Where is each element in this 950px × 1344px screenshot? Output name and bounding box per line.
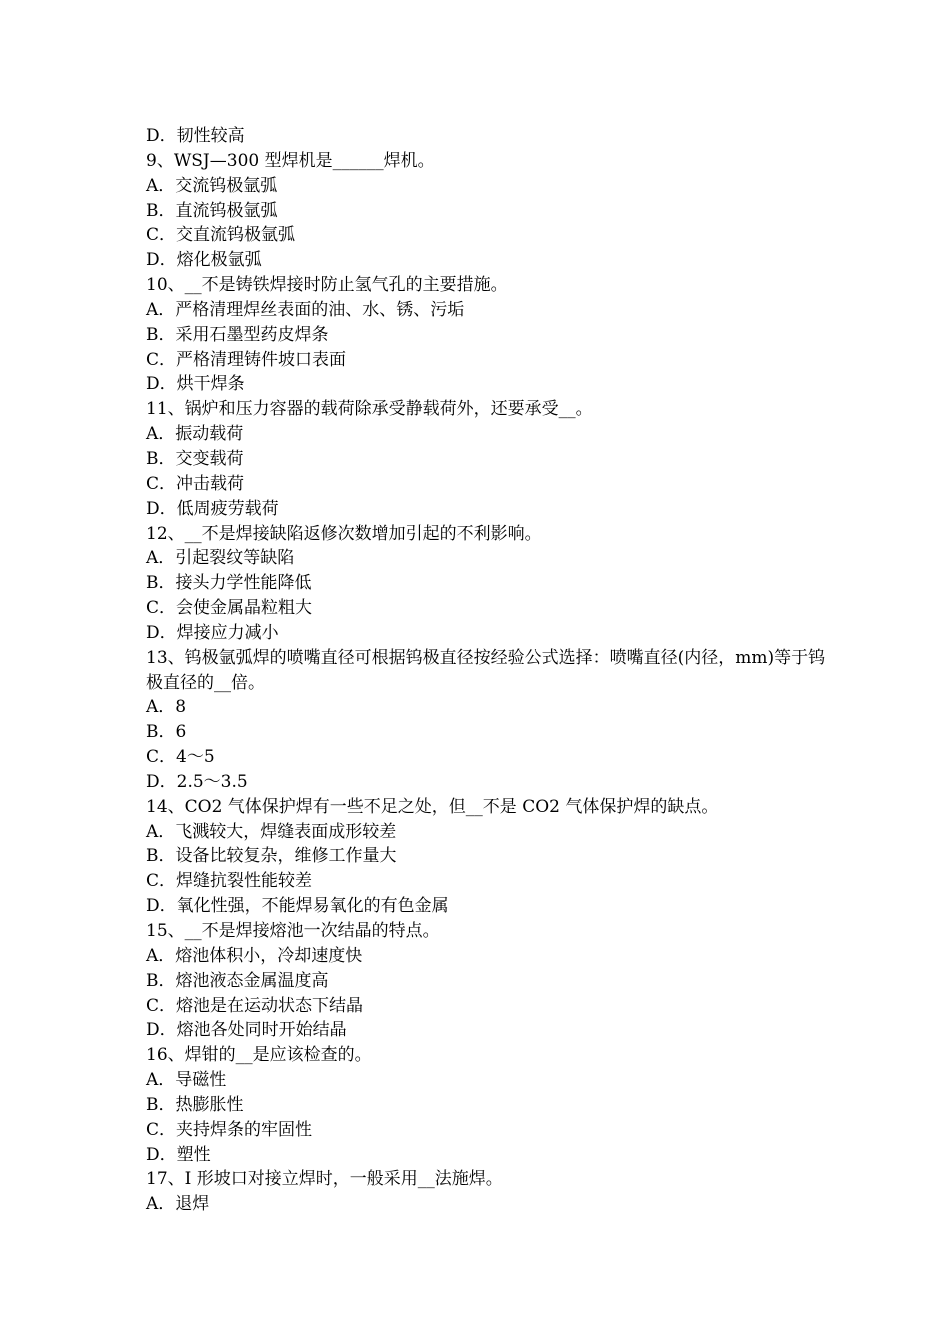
option-line: D．焊接应力减小	[146, 622, 279, 643]
question-line: 12、__不是焊接缺陷返修次数增加引起的不利影响。	[146, 523, 542, 544]
question-line: 15、__不是焊接熔池一次结晶的特点。	[146, 921, 440, 941]
question-line: 16、焊钳的__是应该检查的。	[146, 1045, 372, 1066]
question-line: 11、锅炉和压力容器的载荷除承受静载荷外，还要承受__。	[146, 399, 593, 420]
option-line: D．低周疲劳载荷	[146, 498, 279, 519]
option-line: B．接头力学性能降低	[146, 573, 312, 594]
option-line: A．退焊	[146, 1194, 210, 1215]
option-line: A．严格清理焊丝表面的油、水、锈、污垢	[146, 299, 465, 320]
option-line: A．引起裂纹等缺陷	[146, 548, 295, 569]
option-line: D．烘干焊条	[146, 374, 245, 395]
option-line: B．采用石墨型药皮焊条	[146, 324, 329, 345]
option-line: D．氧化性强，不能焊易氧化的有色金属	[146, 896, 449, 917]
option-line: B．直流钨极氩弧	[146, 200, 278, 221]
option-line: C．会使金属晶粒粗大	[146, 598, 313, 619]
option-line: D．2.5～3.5	[146, 771, 248, 792]
option-line: B．6	[146, 722, 187, 743]
option-line: C．4～5	[146, 747, 215, 768]
question-line: 9、WSJ—300 型焊机是______焊机。	[146, 150, 435, 171]
question-line: 13、钨极氩弧焊的喷嘴直径可根据钨极直径按经验公式选择：喷嘴直径(内径，mm)等于钨极直径的__倍。	[146, 647, 826, 693]
option-line: C．严格清理铸件坡口表面	[146, 349, 347, 370]
option-line: C．夹持焊条的牢固性	[146, 1119, 313, 1140]
option-line: C．熔池是在运动状态下结晶	[146, 995, 364, 1016]
option-line: A．交流钨极氩弧	[146, 175, 278, 196]
option-line: B．热膨胀性	[146, 1094, 244, 1115]
question-line: 10、__不是铸铁焊接时防止氢气孔的主要措施。	[146, 275, 508, 296]
option-line: B．交变载荷	[146, 448, 244, 469]
option-line: A．振动载荷	[146, 424, 244, 445]
option-line: D．熔池各处同时开始结晶	[146, 1020, 347, 1041]
question-line: 17、I 形坡口对接立焊时，一般采用__法施焊。	[146, 1169, 503, 1190]
option-line: C．焊缝抗裂性能较差	[146, 871, 313, 892]
question-list	[146, 124, 836, 1217]
option-line: A．熔池体积小，冷却速度快	[146, 945, 363, 966]
option-line: D．熔化极氩弧	[146, 250, 262, 271]
option-line: A．导磁性	[146, 1070, 227, 1091]
option-line: A．飞溅较大，焊缝表面成形较差	[146, 821, 397, 842]
question-line: 14、CO2 气体保护焊有一些不足之处，但__不是 CO2 气体保护焊的缺点。	[146, 796, 719, 817]
option-line: B．熔池液态金属温度高	[146, 970, 329, 991]
option-line: B．设备比较复杂，维修工作量大	[146, 846, 397, 867]
option-line: A．8	[146, 697, 187, 718]
option-line: C．冲击载荷	[146, 473, 245, 494]
option-line: D．韧性较高	[146, 126, 245, 146]
option-line: C．交直流钨极氩弧	[146, 225, 296, 246]
option-line: D．塑性	[146, 1144, 211, 1165]
